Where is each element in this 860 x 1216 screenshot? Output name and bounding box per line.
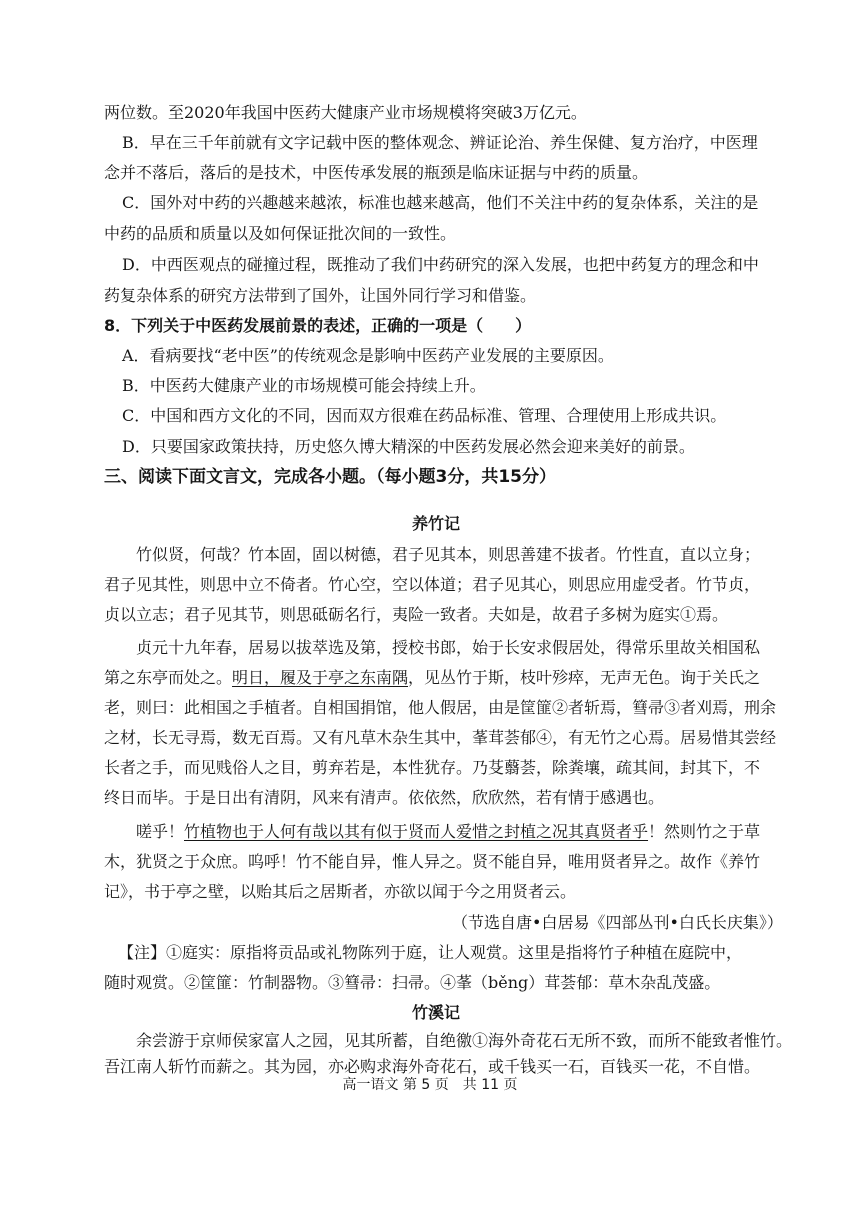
option-b-line: B．早在三千年前就有文字记载中医的整体观念、辨证论治、养生保健、复方治疗，中医理 — [122, 133, 758, 152]
passage-title: 竹溪记 — [412, 1003, 461, 1022]
option-b-line: 念并不落后，落后的是技术，中医传承发展的瓶颈是临床证据与中药的质量。 — [104, 163, 649, 182]
section-heading: 三、阅读下面文言文，完成各小题。（每小题3分，共15分） — [104, 467, 556, 487]
question-8-option-d: D．只要国家政策扶持，历史悠久博大精深的中医药发展必然会迎来美好的前景。 — [122, 437, 695, 456]
notes-line: 随时观赏。②筐篚：竹制器物。③篲帚：扫帚。④莑（běng）茸荟郁：草木杂乱茂盛。 — [104, 973, 721, 992]
question-8-option-a: A．看病要找“老中医”的传统观念是影响中医药产业发展的主要原因。 — [122, 346, 614, 365]
passage-line — [136, 821, 760, 843]
passage-text: 第之东亭而处之。 — [104, 668, 233, 687]
option-d-line: D．中西医观点的碰撞过程，既推动了我们中药研究的深入发展，也把中药复方的理念和中 — [122, 255, 759, 274]
question-8-option-b: B．中医药大健康产业的市场规模可能会持续上升。 — [122, 376, 486, 395]
passage-line: 君子见其性，则思中立不倚者。竹心空，空以体道；君子见其心，则思应用虚受者。竹节贞， — [104, 575, 761, 594]
text-line: 两位数。至2020年我国中医药大健康产业市场规模将突破3万亿元。 — [104, 103, 587, 122]
passage-text: ，见丛竹于斯，枝叶殄瘁，无声无色。询于关氏之 — [408, 668, 761, 687]
question-8-option-c: C．中国和西方文化的不同，因而双方很难在药品标准、管理、合理使用上形成共识。 — [122, 406, 727, 425]
passage-line — [104, 667, 760, 689]
passage-line: 木，犹贤之于众庶。呜呼！竹不能自异，惟人异之。贤不能自异，唯用贤者异之。故作《养竹 — [104, 852, 761, 871]
question-8-stem: 8．下列关于中医药发展前景的表述，正确的一项是（ ） — [104, 316, 532, 335]
passage-line: 竹似贤，何哉？竹本固，固以树德，君子见其本，则思善建不拔者。竹性直，直以立身； — [136, 545, 761, 564]
passage-line: 长者之手，而见贱俗人之目，剪弃若是，本性犹存。乃芟蘙荟，除粪壤，疏其间，封其下，不 — [104, 758, 761, 777]
source-citation: （节选自唐•白居易《四部丛刊•白氏长庆集》） — [452, 913, 783, 932]
passage-line: 贞以立志；君子见其节，则思砥砺名行，夷险一致者。夫如是，故君子多树为庭实①焉。 — [104, 605, 729, 624]
page-footer: 高一语文 第 5 页 共 11 页 — [342, 1077, 518, 1093]
passage-line: 吾江南人斩竹而薪之。其为园，亦必购求海外奇花石，或千钱买一石，百钱买一花，不自惜。 — [104, 1057, 761, 1076]
passage-line: 贞元十九年春，居易以拔萃选及第，授校书郎，始于长安求假居处，得常乐里故关相国私 — [136, 638, 761, 657]
passage-text: ！然则竹之于草 — [648, 822, 761, 841]
option-c-line: 中药的品质和质量以及如何保证批次间的一致性。 — [104, 224, 457, 243]
option-d-line: 药复杂体系的研究方法带到了国外，让国外同行学习和借鉴。 — [104, 286, 537, 305]
passage-title: 养竹记 — [412, 514, 461, 533]
underlined-sentence: 竹植物也于人何有哉以其有似于贤而人爱惜之封植之况其真贤者乎 — [184, 822, 649, 841]
option-c-line: C．国外对中药的兴趣越来越浓，标准也越来越高，他们不关注中药的复杂体系，关注的是 — [122, 193, 759, 212]
passage-line: 之材，长无寻焉，数无百焉。又有凡草木杂生其中，莑茸荟郁④，有无竹之心焉。居易惜其尝经 — [104, 728, 777, 747]
underlined-sentence: 明日，履及于亭之东南隅 — [232, 668, 409, 687]
passage-line: 记》，书于亭之壁，以贻其后之居斯者，亦欲以闻于今之用贤者云。 — [104, 882, 577, 901]
passage-line: 余尝游于京师侯家富人之园，见其所蓄，自绝徼①海外奇花石无所不致，而所不能致者惟竹。 — [136, 1031, 793, 1050]
passage-text: 嗟乎！ — [136, 822, 185, 841]
notes-line: 【注】①庭实：原指将贡品或礼物陈列于庭，让人观赏。这里是指将竹子种植在庭院中， — [118, 943, 743, 962]
passage-line: 老，则曰：此相国之手植者。自相国捐馆，他人假居，由是筐篚②者斩焉，篲帚③者刈焉，刑余 — [104, 698, 777, 717]
passage-line: 终日而毕。于是日出有清阴，风来有清声。依依然，欣欣然，若有情于感遇也。 — [104, 788, 665, 807]
